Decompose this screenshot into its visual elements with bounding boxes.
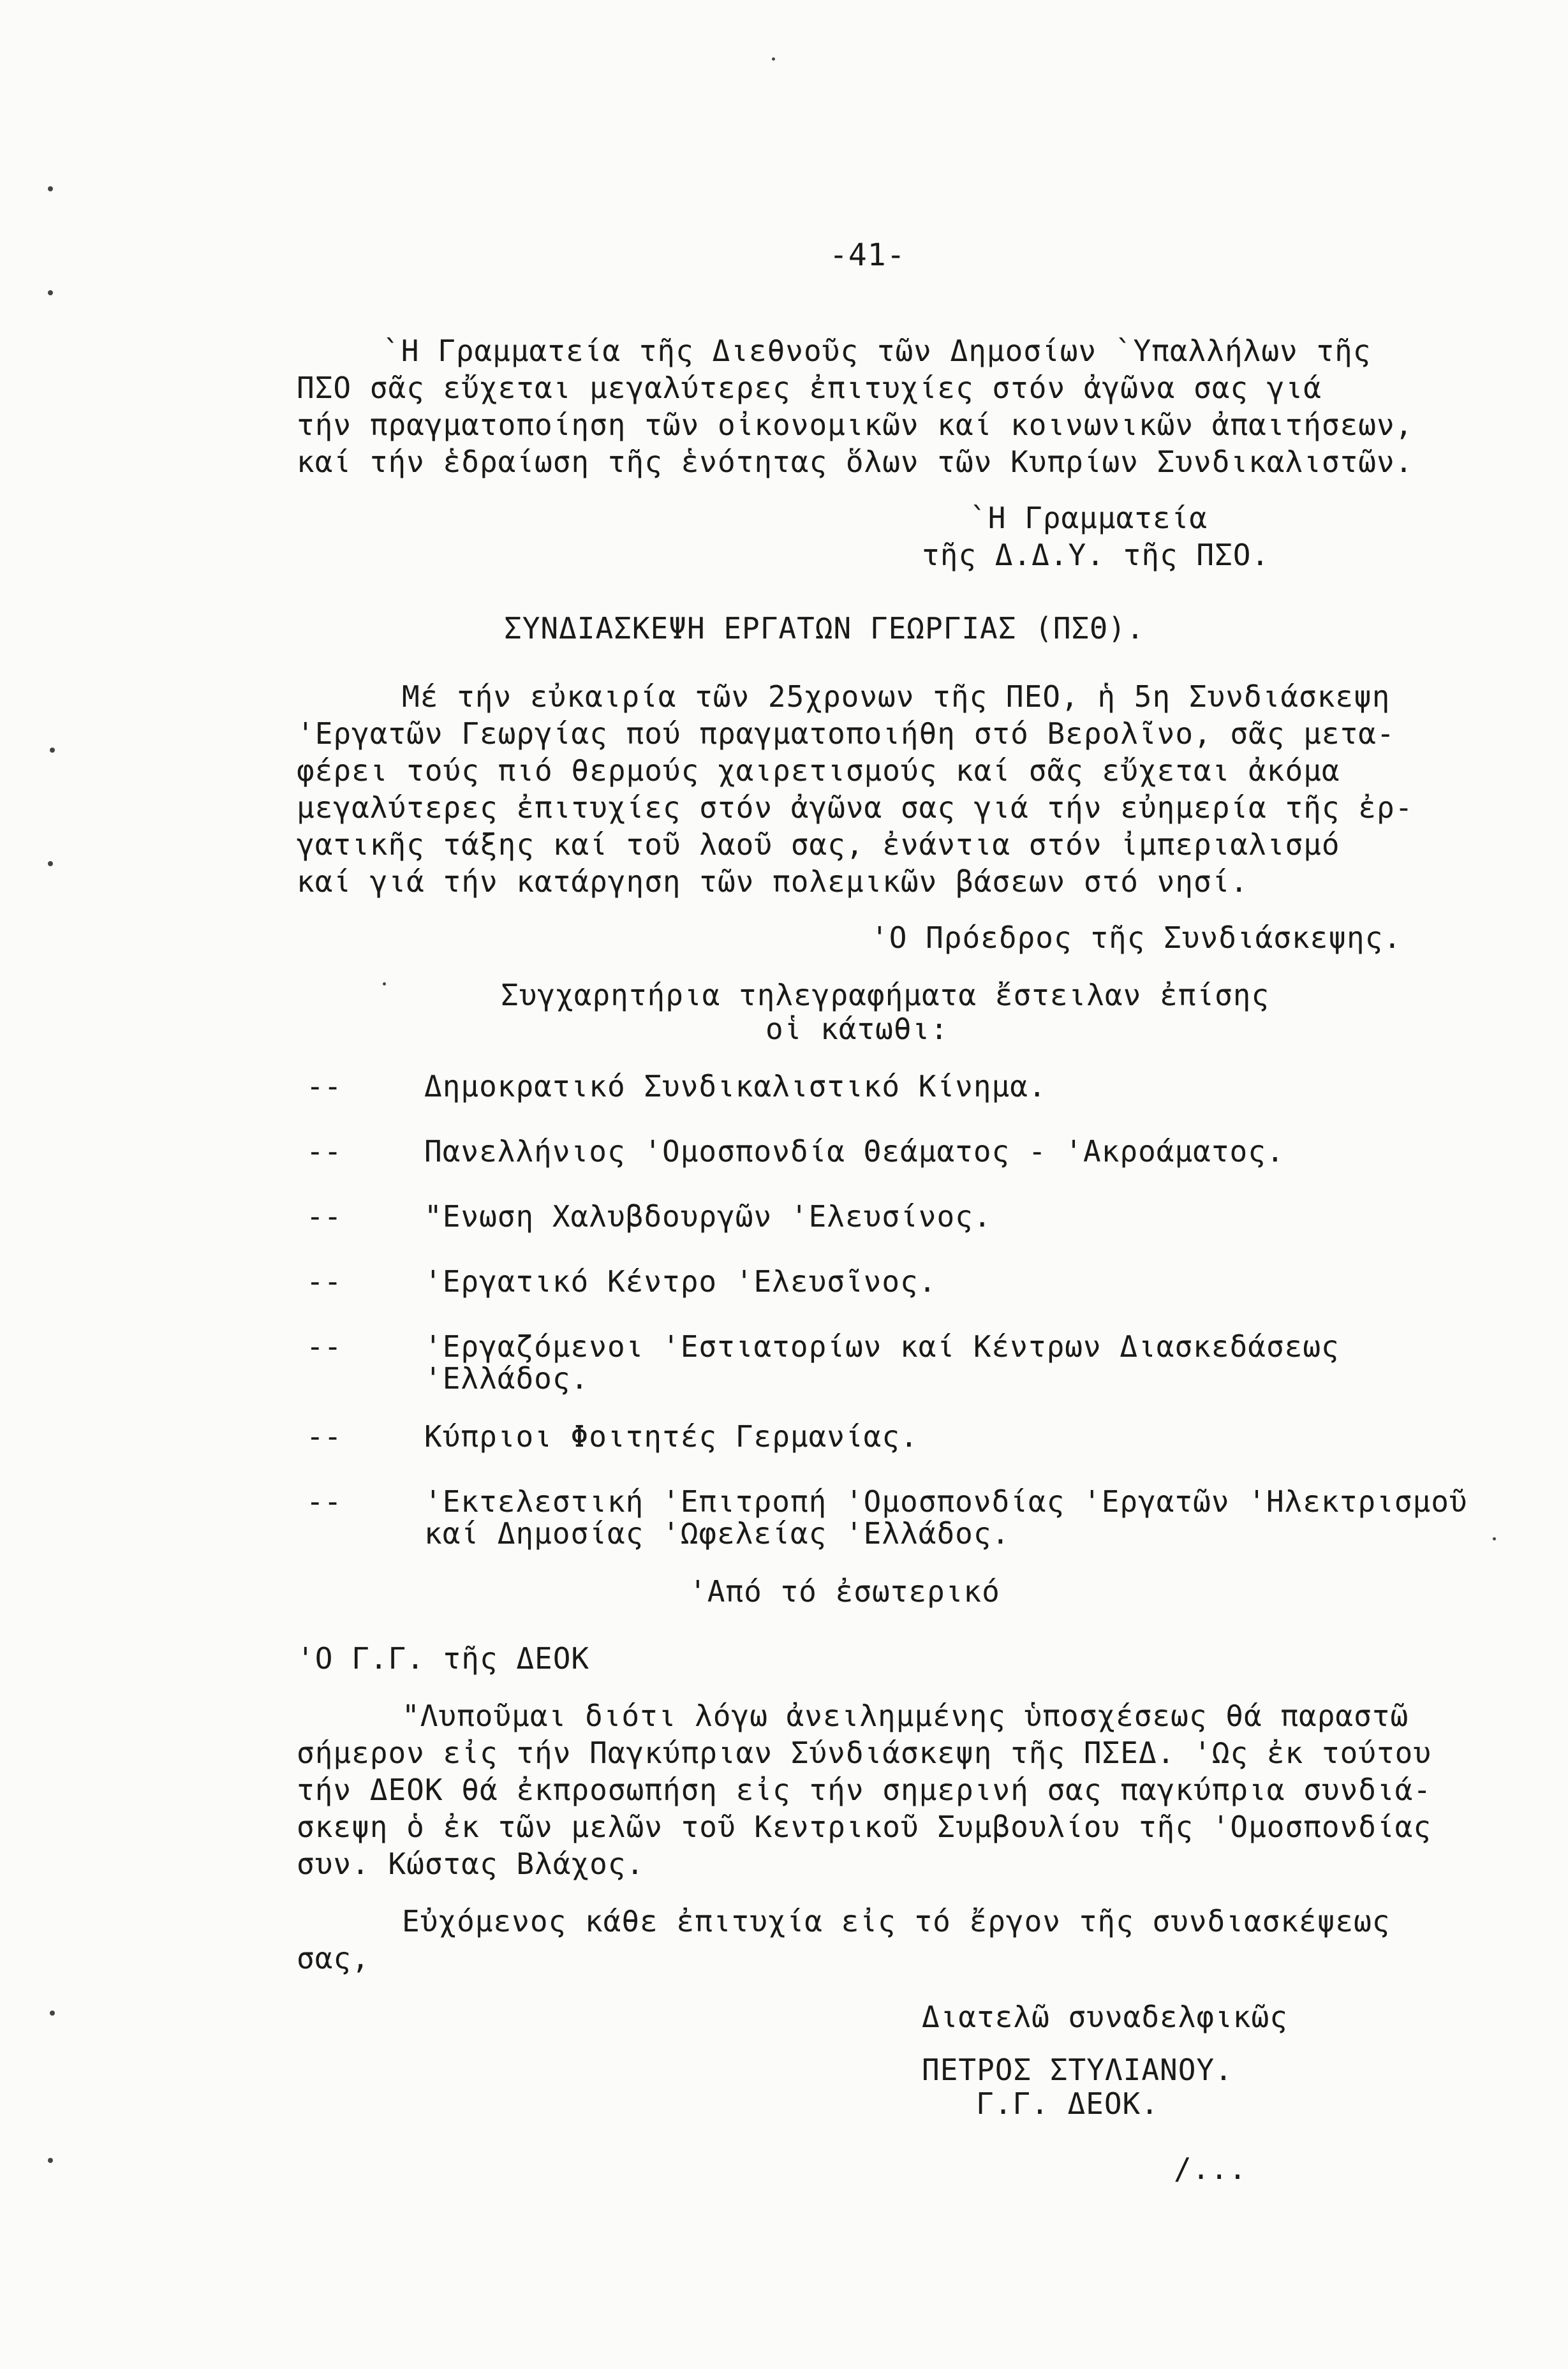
deok-signer-name: ΠΕΤΡΟΣ ΣΤΥΛΙΑΝΟΥ. bbox=[922, 2053, 1233, 2087]
scan-speck bbox=[383, 982, 386, 985]
list-dash: -- bbox=[306, 1199, 342, 1234]
scan-speck bbox=[772, 57, 775, 61]
telegram-5-line-2: 'Ελλάδος. bbox=[424, 1361, 589, 1396]
telegrams-intro-2: οἱ κάτωθι: bbox=[766, 1012, 949, 1046]
deok-wish-2: σας, bbox=[297, 1941, 370, 1975]
telegram-3: "Ενωση Χαλυβδουργῶν 'Ελευσίνος. bbox=[424, 1199, 992, 1234]
greeting2-line-6: καί γιά τήν κατάργηση τῶν πολεμικῶν βάσεων στό νησί. bbox=[297, 864, 1249, 899]
list-dash: -- bbox=[306, 1069, 342, 1103]
telegram-1: Δημοκρατικό Συνδικαλιστικό Κίνημα. bbox=[424, 1069, 1047, 1103]
page-number: -41- bbox=[829, 237, 906, 273]
scan-speck bbox=[50, 748, 55, 753]
greeting2-line-3: φέρει τούς πιό θερμούς χαιρετισμούς καί σᾶς εὔχεται ἀκόμα bbox=[297, 753, 1340, 788]
scan-speck bbox=[50, 2011, 55, 2016]
scan-speck bbox=[48, 186, 53, 191]
greeting1-line-3: τήν πραγματοποίηση τῶν οἰκονομικῶν καί κοινωνικῶν ἀπαιτήσεων, bbox=[297, 408, 1414, 442]
list-dash: -- bbox=[306, 1419, 342, 1454]
telegram-7-line-1: 'Εκτελεστική 'Επιτροπή 'Ομοσπονδίας 'Εργατῶν 'Ηλεκτρισμοῦ bbox=[424, 1484, 1468, 1519]
greeting1-line-4: καί τήν ἑδραίωση τῆς ἑνότητας ὅλων τῶν Κυπρίων Συνδικαλιστῶν. bbox=[297, 445, 1414, 479]
deok-signer-title: Γ.Γ. ΔΕΟΚ. bbox=[976, 2086, 1159, 2121]
scan-speck bbox=[48, 861, 53, 866]
greeting2-signature: 'Ο Πρόεδρος τῆς Συνδιάσκεψης. bbox=[871, 920, 1402, 955]
continuation-mark: /... bbox=[1174, 2151, 1247, 2186]
telegram-4: 'Εργατικό Κέντρο 'Ελευσῖνος. bbox=[424, 1264, 937, 1299]
telegram-6: Κύπριοι Φοιτητές Γερμανίας. bbox=[424, 1419, 919, 1454]
scan-speck bbox=[48, 290, 53, 295]
greeting2-line-2: 'Εργατῶν Γεωργίας πού πραγματοποιήθη στό Βερολῖνο, σᾶς μετα- bbox=[297, 716, 1395, 751]
list-dash: -- bbox=[306, 1264, 342, 1299]
greeting1-line-2: ΠΣΟ σᾶς εὔχεται μεγαλύτερες ἐπιτυχίες στόν ἀγῶνα σας γιά bbox=[297, 371, 1322, 405]
deok-from: 'Ο Γ.Γ. τῆς ΔΕΟΚ bbox=[297, 1641, 590, 1676]
telegram-5-line-1: 'Εργαζόμενοι 'Εστιατορίων καί Κέντρων Διασκεδάσεως bbox=[424, 1329, 1340, 1364]
greeting2-line-5: γατικῆς τάξης καί τοῦ λαοῦ σας, ἐνάντια στόν ἰμπεριαλισμό bbox=[297, 827, 1340, 862]
greeting1-line-1: `Η Γραμματεία τῆς Διεθνοῦς τῶν Δημοσίων `Υπαλλήλων τῆς bbox=[383, 334, 1372, 368]
deok-line-1: "Λυποῦμαι διότι λόγω ἀνειλημμένης ὑποσχέσεως θά παραστῶ bbox=[402, 1699, 1409, 1733]
greeting1-signature-2: τῆς Δ.Δ.Υ. τῆς ΠΣΟ. bbox=[922, 538, 1270, 572]
domestic-heading: 'Από τό ἐσωτερικό bbox=[689, 1574, 1000, 1609]
deok-line-5: συν. Κώστας Βλάχος. bbox=[297, 1847, 645, 1881]
telegrams-intro-1: Συγχαρητήρια τηλεγραφήματα ἔστειλαν ἐπίσης bbox=[501, 978, 1270, 1012]
scan-speck bbox=[1493, 1537, 1496, 1540]
telegram-2: Πανελλήνιος 'Ομοσπονδία Θεάματος - 'Ακροάματος. bbox=[424, 1134, 1285, 1169]
deok-closing: Διατελῶ συναδελφικῶς bbox=[922, 2000, 1288, 2034]
greeting2-line-1: Μέ τήν εὐκαιρία τῶν 25χρονων τῆς ΠΕΟ, ἡ 5η Συνδιάσκεψη bbox=[402, 679, 1391, 714]
deok-line-2: σήμερον εἰς τήν Παγκύπριαν Σύνδιάσκεψη τῆς ΠΣΕΔ. 'Ως ἐκ τούτου bbox=[297, 1736, 1432, 1770]
deok-line-4: σκεψη ὁ ἐκ τῶν μελῶν τοῦ Κεντρικοῦ Συμβουλίου τῆς 'Ομοσπονδίας bbox=[297, 1810, 1432, 1844]
greeting1-signature-1: `Η Γραμματεία bbox=[970, 501, 1208, 535]
section-heading: ΣΥΝΔΙΑΣΚΕΨΗ ΕΡΓΑΤΩΝ ΓΕΩΡΓΙΑΣ (ΠΣΘ). bbox=[504, 611, 1145, 646]
deok-wish-1: Εὐχόμενος κάθε ἐπιτυχία εἰς τό ἔργον τῆς συνδιασκέψεως bbox=[402, 1904, 1391, 1938]
list-dash: -- bbox=[306, 1484, 342, 1519]
greeting2-line-4: μεγαλύτερες ἐπιτυχίες στόν ἀγῶνα σας γιά τήν εὐημερία τῆς ἐρ- bbox=[297, 790, 1414, 825]
scan-speck bbox=[48, 2158, 53, 2163]
list-dash: -- bbox=[306, 1329, 342, 1364]
telegram-7-line-2: καί Δημοσίας 'Ωφελείας 'Ελλάδος. bbox=[424, 1516, 1010, 1551]
deok-line-3: τήν ΔΕΟΚ θά ἐκπροσωπήση εἰς τήν σημερινή σας παγκύπρια συνδιά- bbox=[297, 1773, 1432, 1807]
list-dash: -- bbox=[306, 1134, 342, 1169]
